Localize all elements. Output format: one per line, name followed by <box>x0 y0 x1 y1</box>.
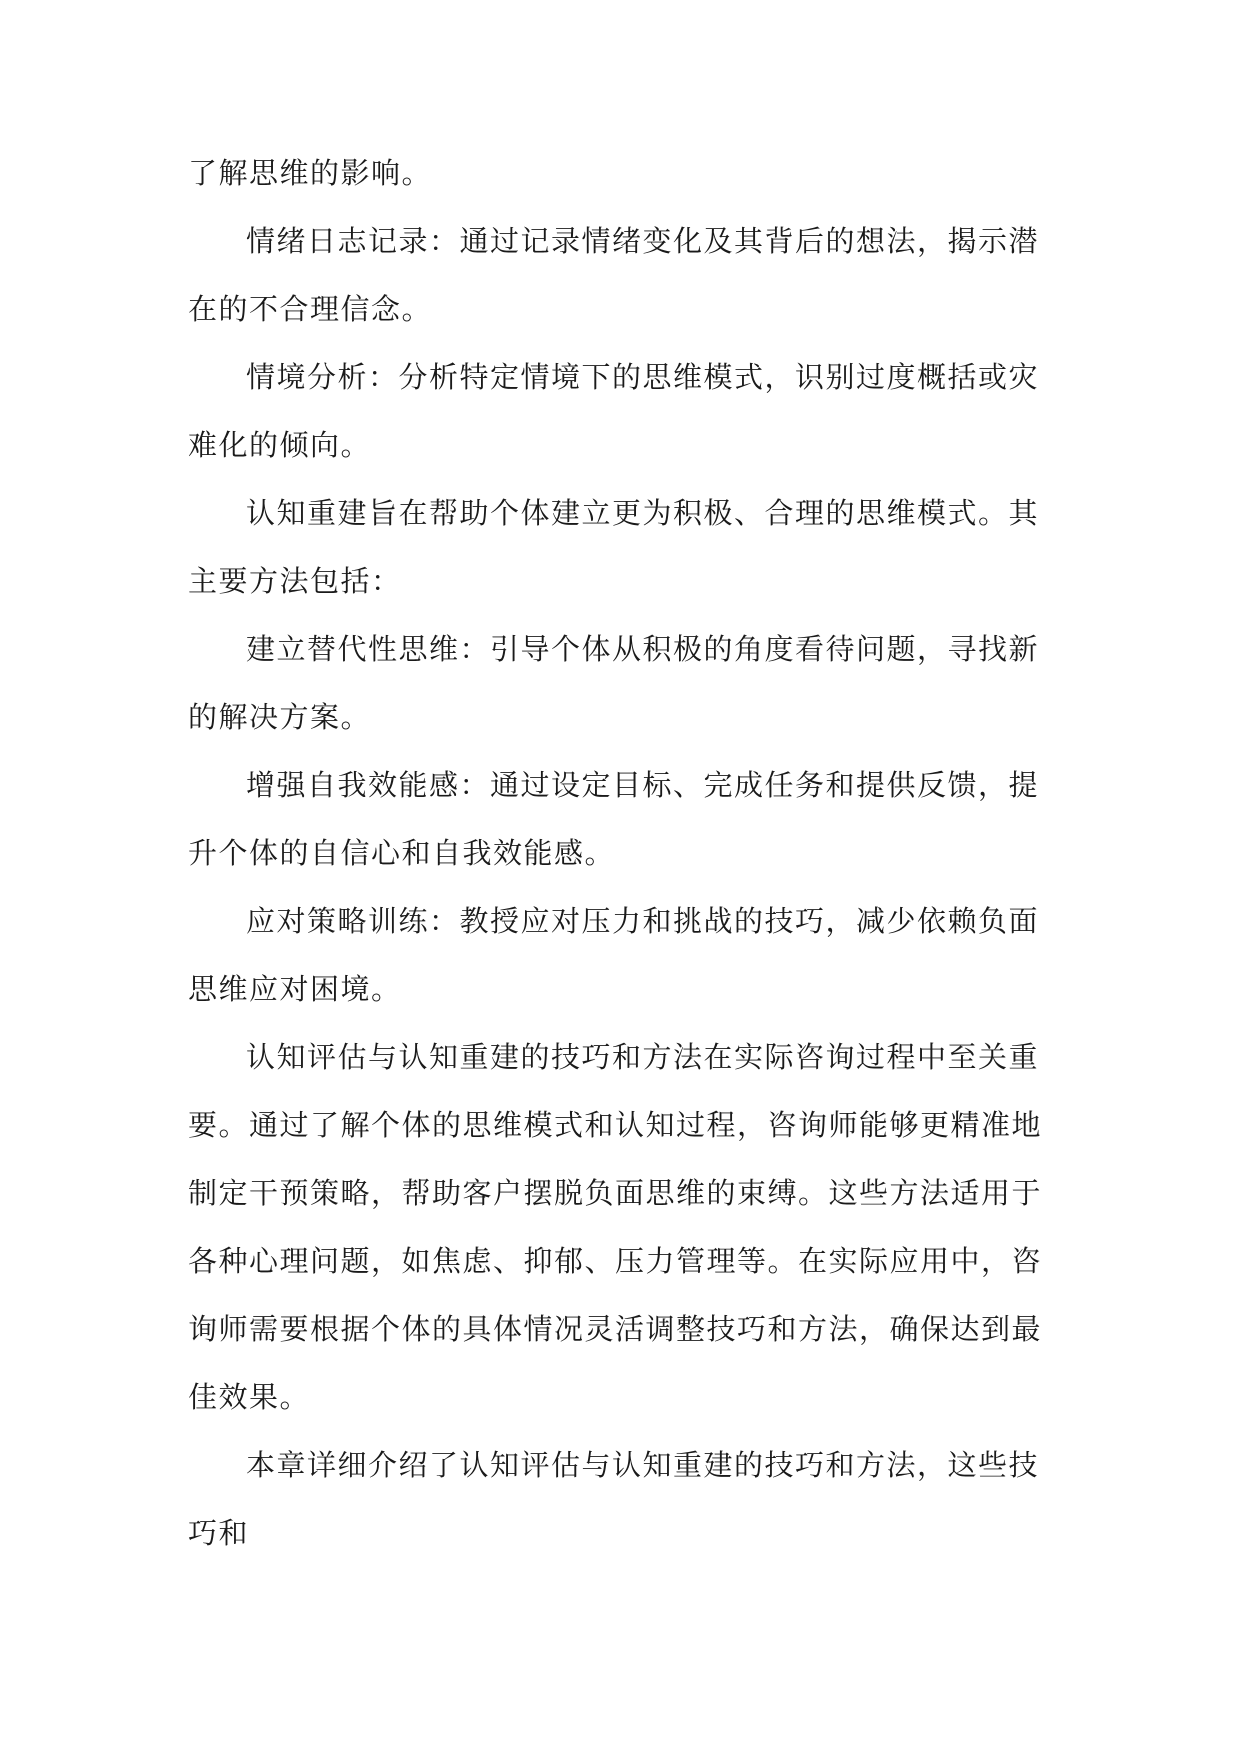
paragraph: 认知评估与认知重建的技巧和方法在实际咨询过程中至关重要。通过了解个体的思维模式和认知过程，咨询师能够更精准地制定干预策略，帮助客户摆脱负面思维的束缚。这些方法适用于各种心理问题，如焦虑、抑郁、压力管理等。在实际应用中，咨询师需要根据个体的具体情况灵活调整技巧和方法，确保达到最佳效果。 <box>188 1040 1043 1414</box>
paragraph: 增强自我效能感：通过设定目标、完成任务和提供反馈，提升个体的自信心和自我效能感。 <box>188 768 1040 870</box>
body-text <box>188 139 1054 1567</box>
paragraph: 建立替代性思维：引导个体从积极的角度看待问题，寻找新的解决方案。 <box>188 632 1040 734</box>
paragraph: 了解思维的影响。 <box>188 156 433 190</box>
paragraph: 情绪日志记录：通过记录情绪变化及其背后的想法，揭示潜在的不合理信念。 <box>188 224 1040 326</box>
paragraph: 情境分析：分析特定情境下的思维模式，识别过度概括或灾难化的倾向。 <box>188 360 1040 462</box>
paragraph: 认知重建旨在帮助个体建立更为积极、合理的思维模式。其主要方法包括： <box>188 496 1040 598</box>
paragraph: 应对策略训练：教授应对压力和挑战的技巧，减少依赖负面思维应对困境。 <box>188 904 1040 1006</box>
paragraph: 本章详细介绍了认知评估与认知重建的技巧和方法，这些技巧和 <box>188 1448 1040 1550</box>
